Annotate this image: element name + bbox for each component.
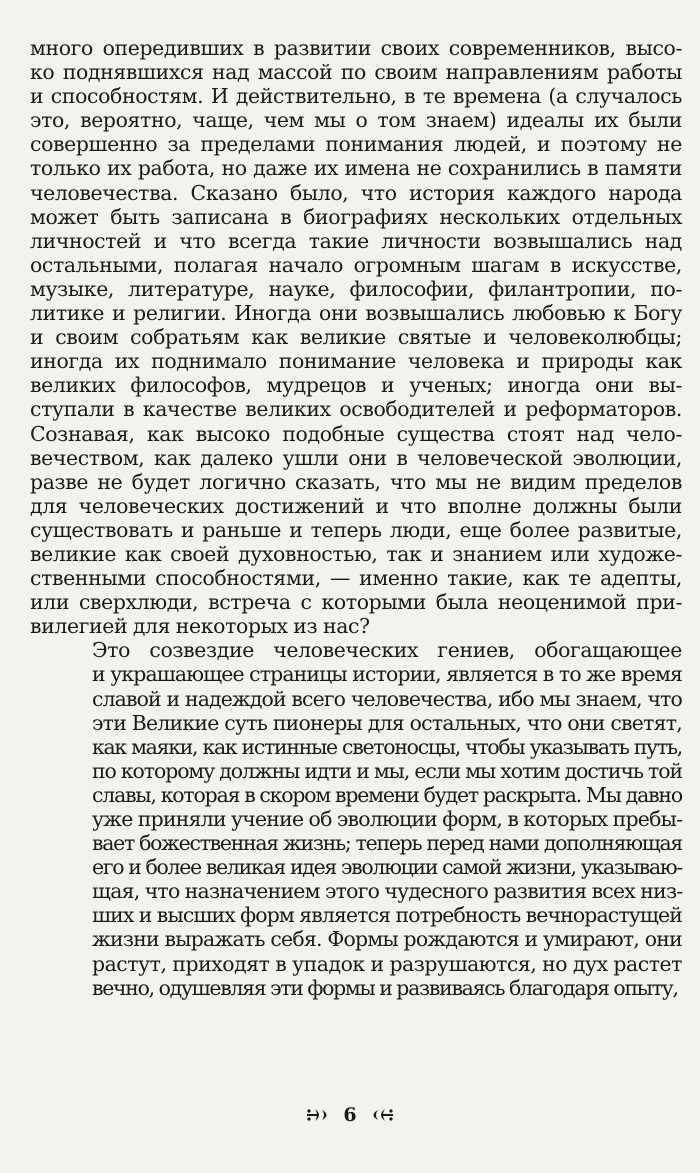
text-line: ко поднявшихся над массой по своим направлениям работы xyxy=(30,60,682,85)
text-line: существовать и раньше и теперь люди, еще более развитые, xyxy=(30,517,682,542)
page-footer xyxy=(0,1100,700,1130)
text-line: жизни выражать себя. Формы рождаются и умирают, они xyxy=(92,927,682,952)
text-line: личностей и что всегда такие личности возвышались над xyxy=(30,228,682,253)
text-line: вает божественная жизнь; теперь перед нами дополняющая xyxy=(92,831,682,856)
text-line: как маяки, как истинные светоносцы, чтобы указывать путь, xyxy=(92,734,682,759)
fleuron-left-icon xyxy=(305,1106,335,1124)
text-line: великих философов, мудрецов и ученых; иногда они вы- xyxy=(30,373,682,398)
text-line: ступали в качестве великих освободителей и реформаторов. xyxy=(30,397,682,422)
text-line: ственными способностями, — именно такие, как те адепты, xyxy=(30,566,682,591)
text-line: славы, которая в скором времени будет раскрыта. Мы давно xyxy=(92,782,682,807)
text-line: вилегией для некоторых из нас? xyxy=(30,614,370,639)
text-line: остальными, полагая начало огромным шагам в искусстве, xyxy=(30,252,682,277)
text-line: по которому должны идти и мы, если мы хотим достичь той xyxy=(92,758,682,783)
text-line: растут, приходят в упадок и разрушаются, но дух растет xyxy=(92,951,682,976)
text-line: человечества. Сказано было, что история каждого народа xyxy=(30,180,682,205)
text-line: его и более великая идея эволюции самой жизни, указываю- xyxy=(92,855,682,880)
text-line: музыке, литературе, науке, философии, филантропии, по- xyxy=(30,276,682,301)
text-line: совершенно за пределами понимания людей, и поэтому не xyxy=(30,132,682,157)
text-line: и своим собратьям как великие святые и человеколюбцы; xyxy=(30,325,682,350)
text-line: может быть записана в биографиях нескольких отдельных xyxy=(30,204,682,229)
text-line: уже приняли учение об эволюции форм, в которых пребы- xyxy=(92,807,683,831)
page-body xyxy=(30,36,682,1096)
text-line: вечеством, как далеко ушли они в человеческой эволюции, xyxy=(30,445,682,470)
text-line: разве не будет логично сказать, что мы не видим пределов xyxy=(30,469,682,494)
text-line: и способностям. И действительно, в те времена (а случалось xyxy=(30,84,682,109)
paragraph-2 xyxy=(30,638,682,999)
paragraph-1 xyxy=(30,36,682,638)
text-line: славой и надеждой всего человечества, ибо мы знаем, что xyxy=(92,686,682,711)
text-line: иногда их поднимало понимание человека и природы как xyxy=(30,349,682,374)
text-line: для человеческих достижений и что вполне должны были xyxy=(30,493,682,518)
text-line: Это созвездие человеческих гениев, обогащающее xyxy=(92,638,682,663)
page-number: 6 xyxy=(343,1104,357,1126)
text-line: щая, что назначением этого чудесного развития всех низ- xyxy=(92,879,683,904)
fleuron-right-icon xyxy=(365,1106,395,1124)
text-line: великие как своей духовностью, так и знанием или художе- xyxy=(30,541,682,566)
text-line: литике и религии. Иногда они возвышались любовью к Богу xyxy=(30,301,682,326)
text-line: много опередивших в развитии своих современников, высо- xyxy=(30,36,682,60)
text-line: это, вероятно, чаще, чем мы о том знаем) идеалы их были xyxy=(30,108,682,133)
text-line: и украшающее страницы истории, является в то же время xyxy=(92,662,682,687)
text-line: или сверхлюди, встреча с которыми была неоценимой при- xyxy=(30,590,682,615)
text-line: Сознавая, как высоко подобные существа стоят над чело- xyxy=(30,421,682,446)
text-line: только их работа, но даже их имена не сохранились в памяти xyxy=(30,156,682,181)
text-line: ших и высших форм является потребность вечнорастущей xyxy=(92,903,682,928)
text-line: эти Великие суть пионеры для остальных, что они светят, xyxy=(92,710,682,735)
text-line: вечно, одушевляя эти формы и развиваясь благодаря опыту, xyxy=(92,975,678,1000)
